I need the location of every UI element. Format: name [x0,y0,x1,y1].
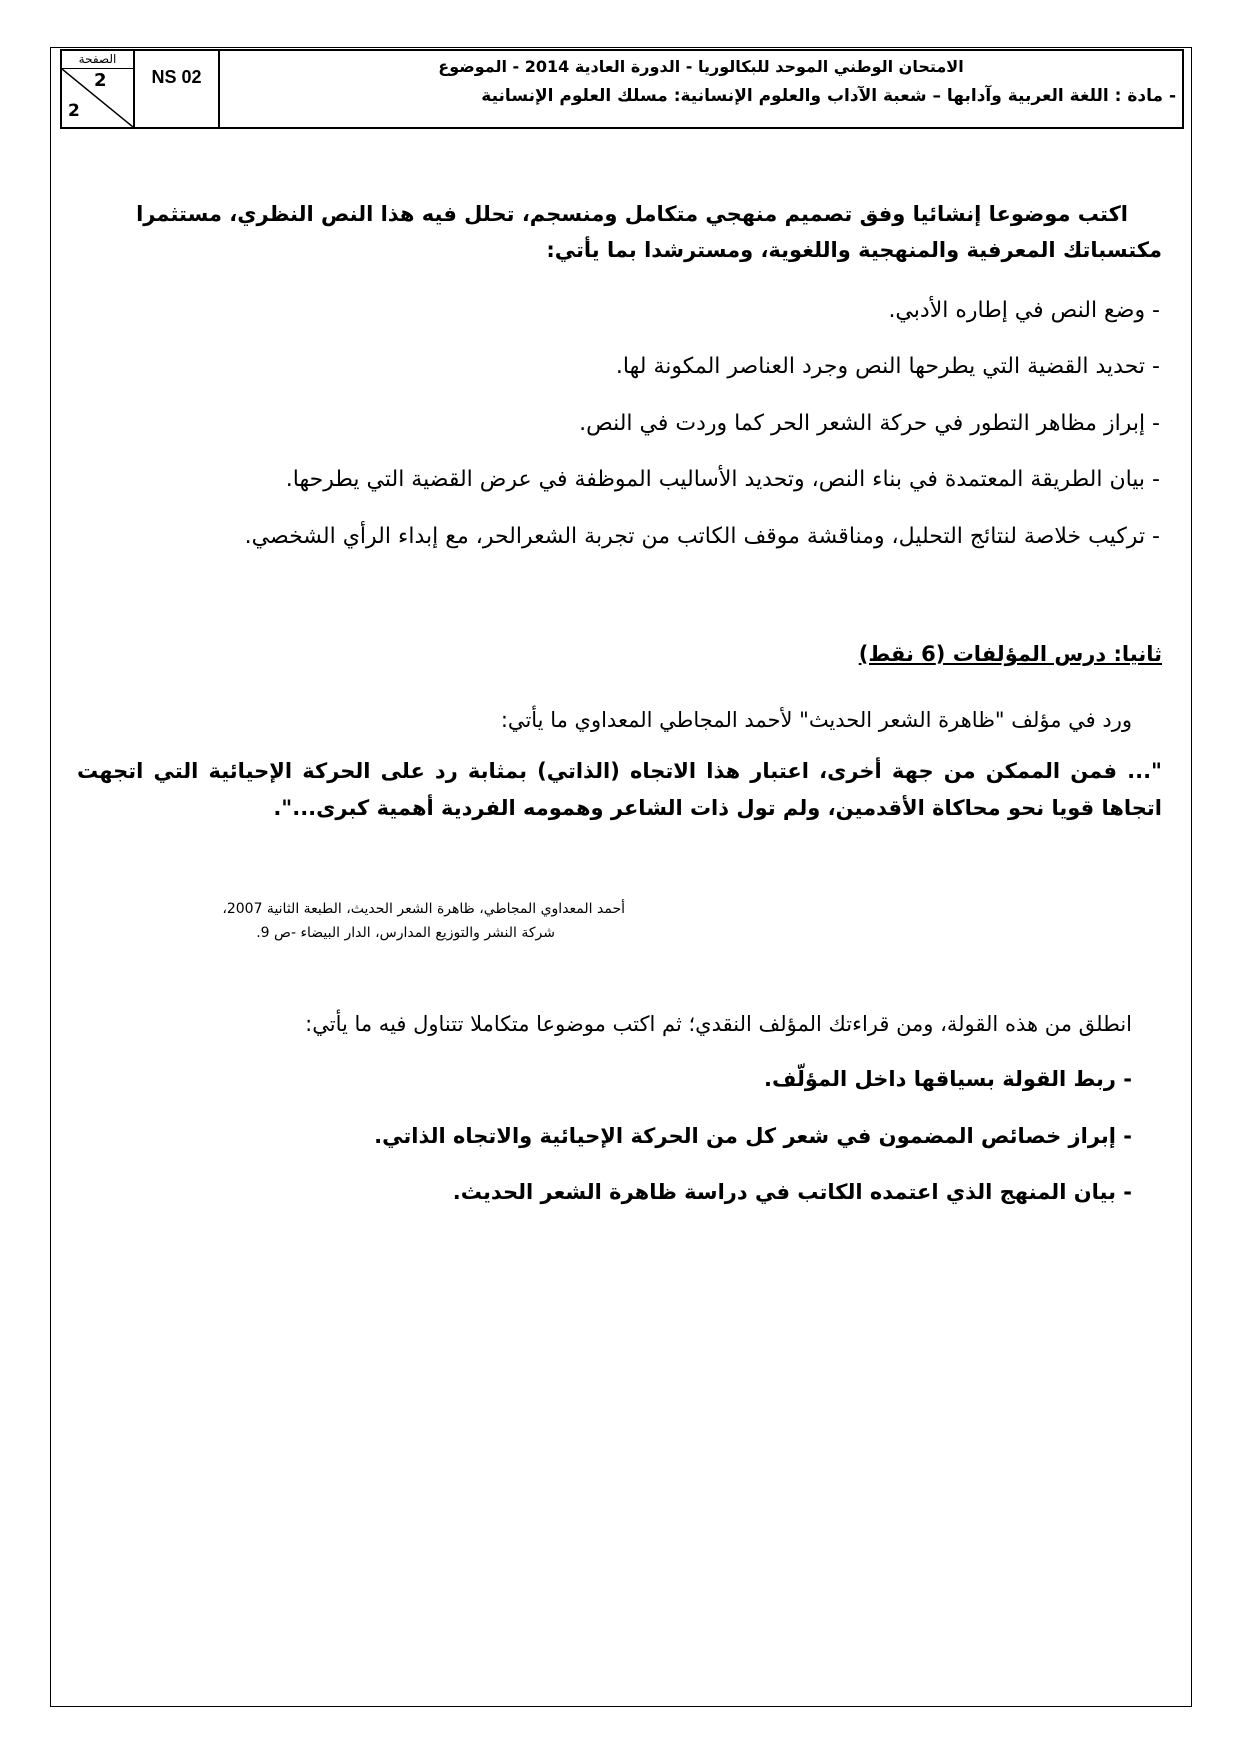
page-number-box [62,51,135,127]
intro-paragraph [42,196,1162,268]
quote-text: "... فمن الممكن من جهة أخرى، اعتبار هذا الاتجاه (الذاتي) بمثابة رد على الحركة الإحيائية التي اتجهت اتجاها قويا نحو محاكاة الأقدمين، ولم تول ذات الشاعر وهمومه الفردية أهمية كبرى...". [77,759,1162,820]
header-title-block [222,51,1180,127]
intro-line-1: اكتب موضوعا إنشائيا وفق تصميم منهجي متكامل ومنسجم، تحلل فيه هذا النص النظري، مستثمرا [136,202,1128,226]
quote-source [115,897,625,945]
quote-intro: ورد في مؤلف "ظاهرة الشعر الحديث" لأحمد المجاطي المعداوي ما يأتي: [500,708,1132,732]
page-total: 2 [68,101,80,121]
source-line-1: أحمد المعداوي المجاطي، ظاهرة الشعر الحديث، الطبعة الثانية 2007، [222,901,625,917]
page-frame [50,47,1192,1707]
sub-task-item: - إبراز خصائص المضمون في شعر كل من الحركة الإحيائية والاتجاه الذاتي. [374,1124,1132,1148]
page-label: الصفحة [62,51,133,69]
task-item: - تركيب خلاصة لنتائج التحليل، ومناقشة موقف الكاتب من تجربة الشعرالحر، مع إبداء الرأي الشخصي. [244,524,1160,549]
task-item: - بيان الطريقة المعتمدة في بناء النص، وتحديد الأساليب الموظفة في عرض القضية التي يطرحها. [285,467,1160,492]
exam-code: NS 02 [135,51,220,127]
exam-header [60,49,1184,129]
instruction-text: انطلق من هذه القولة، ومن قراءتك المؤلف النقدي؛ ثم اكتب موضوعا متكاملا تتناول فيه ما يأتي: [305,1012,1132,1036]
header-subject: - مادة : اللغة العربية وآدابها – شعبة الآداب والعلوم الإنسانية: مسلك العلوم الإنسانية [481,86,1176,106]
page-current: 2 [94,70,107,91]
header-title: الامتحان الوطني الموحد للبكالوريا - الدورة العادية 2014 - الموضوع [438,57,964,76]
task-item: - إبراز مظاهر التطور في حركة الشعر الحر كما وردت في النص. [579,411,1160,436]
task-item: - وضع النص في إطاره الأدبي. [888,298,1160,323]
sub-task-item: - بيان المنهج الذي اعتمده الكاتب في دراسة ظاهرة الشعر الحديث. [452,1180,1132,1204]
sub-task-item: - ربط القولة بسياقها داخل المؤلّف. [764,1067,1132,1091]
task-item: - تحديد القضية التي يطرحها النص وجرد العناصر المكونة لها. [615,354,1160,379]
intro-line-2: مكتسباتك المعرفية والمنهجية واللغوية، ومسترشدا بما يأتي: [546,238,1162,262]
source-line-2: شركة النشر والتوزيع المدارس، الدار البيضاء -ص 9. [256,925,555,941]
section-title: ثانيا: درس المؤلفات (6 نقط) [858,642,1162,666]
